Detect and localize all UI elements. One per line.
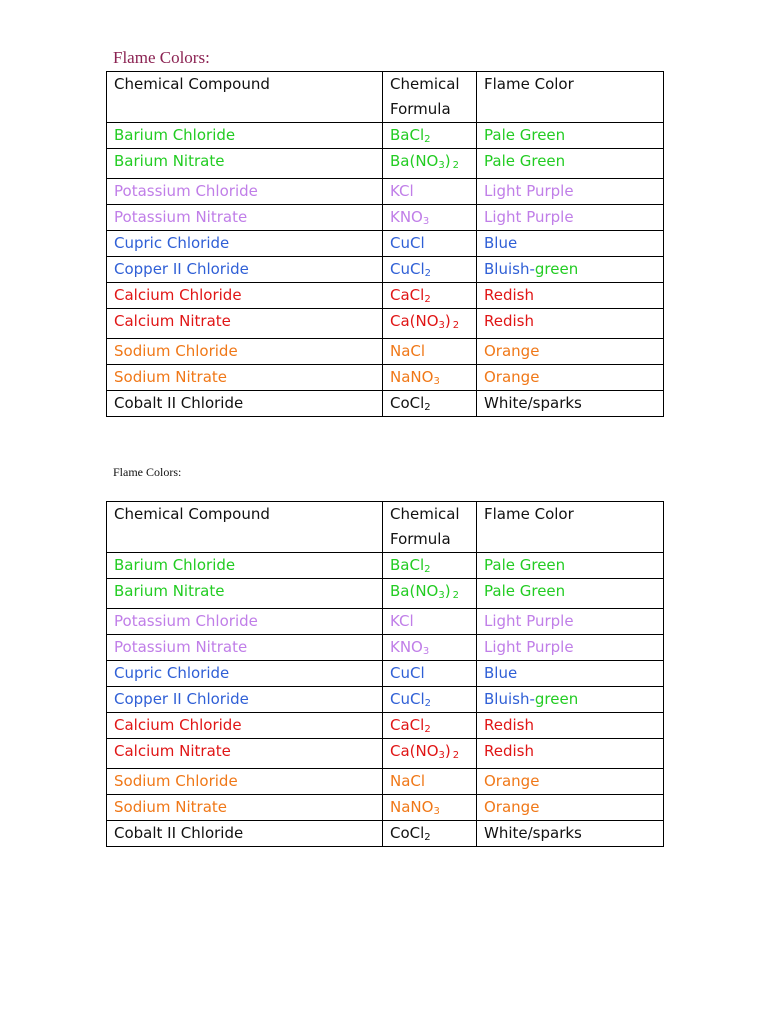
header-flame-color: Flame Color bbox=[477, 502, 664, 553]
table-row bbox=[107, 365, 664, 391]
formula-cell: CuCl$_2$ bbox=[383, 687, 477, 713]
formula-cell: CaCl$_2$ bbox=[383, 713, 477, 739]
compound-cell: Calcium Nitrate bbox=[107, 739, 383, 769]
compound-cell: Cupric Chloride bbox=[107, 231, 383, 257]
header-compound: Chemical Compound bbox=[107, 72, 383, 123]
header-flame-color: Flame Color bbox=[477, 72, 664, 123]
flame-color-cell: Orange bbox=[477, 795, 664, 821]
formula-cell: CoCl$_2$ bbox=[383, 821, 477, 847]
flame-color-cell: Light Purple bbox=[477, 635, 664, 661]
compound-cell: Copper II Chloride bbox=[107, 257, 383, 283]
formula-cell: $KNO_3$ bbox=[383, 205, 477, 231]
table-row bbox=[107, 205, 664, 231]
table-row bbox=[107, 795, 664, 821]
flame-color-cell: Redish bbox=[477, 739, 664, 769]
formula-cell: KCl bbox=[383, 609, 477, 635]
formula-cell: CoCl$_2$ bbox=[383, 391, 477, 417]
formula-cell: $Ca(NO_3)$ 2 bbox=[383, 309, 477, 339]
table-row bbox=[107, 309, 664, 339]
table-row bbox=[107, 687, 664, 713]
compound-cell: Potassium Chloride bbox=[107, 609, 383, 635]
formula-cell: BaCl$_2$ bbox=[383, 123, 477, 149]
flame-color-cell: Pale Green bbox=[477, 579, 664, 609]
compound-cell: Cobalt II Chloride bbox=[107, 821, 383, 847]
flame-color-cell: White/sparks bbox=[477, 391, 664, 417]
formula-cell: NaCl bbox=[383, 769, 477, 795]
formula-cell: KCl bbox=[383, 179, 477, 205]
formula-cell: $Ba(NO_3)$ 2 bbox=[383, 149, 477, 179]
compound-cell: Sodium Chloride bbox=[107, 339, 383, 365]
formula-cell: CuCl bbox=[383, 231, 477, 257]
table-row bbox=[107, 257, 664, 283]
flame-colors-table bbox=[106, 71, 664, 417]
table-row bbox=[107, 123, 664, 149]
table-row bbox=[107, 553, 664, 579]
compound-cell: Calcium Nitrate bbox=[107, 309, 383, 339]
flame-color-cell: Blue bbox=[477, 661, 664, 687]
compound-cell: Sodium Nitrate bbox=[107, 365, 383, 391]
table-row bbox=[107, 149, 664, 179]
compound-cell: Sodium Nitrate bbox=[107, 795, 383, 821]
flame-color-cell: Orange bbox=[477, 365, 664, 391]
formula-cell: NaCl bbox=[383, 339, 477, 365]
flame-color-cell: Light Purple bbox=[477, 179, 664, 205]
table-row bbox=[107, 179, 664, 205]
flame-color-cell: White/sparks bbox=[477, 821, 664, 847]
compound-cell: Cupric Chloride bbox=[107, 661, 383, 687]
header-formula: Chemical Formula bbox=[383, 72, 477, 123]
table-row bbox=[107, 231, 664, 257]
flame-color-cell: Light Purple bbox=[477, 609, 664, 635]
table-header-row bbox=[107, 72, 664, 123]
compound-cell: Barium Chloride bbox=[107, 553, 383, 579]
formula-cell: NaNO$_3$ bbox=[383, 795, 477, 821]
flame-color-cell: Redish bbox=[477, 713, 664, 739]
table-row bbox=[107, 739, 664, 769]
formula-cell: CaCl$_2$ bbox=[383, 283, 477, 309]
table-body bbox=[107, 553, 664, 847]
table-header-row bbox=[107, 502, 664, 553]
table-row bbox=[107, 661, 664, 687]
flame-color-cell: Light Purple bbox=[477, 205, 664, 231]
compound-cell: Calcium Chloride bbox=[107, 283, 383, 309]
flame-color-cell: Bluish-green bbox=[477, 257, 664, 283]
table-row bbox=[107, 635, 664, 661]
section-title: Flame Colors: bbox=[113, 465, 182, 479]
table-row bbox=[107, 769, 664, 795]
flame-color-cell: Orange bbox=[477, 769, 664, 795]
flame-color-cell: Orange bbox=[477, 339, 664, 365]
formula-cell: CuCl bbox=[383, 661, 477, 687]
table-row bbox=[107, 609, 664, 635]
table-row bbox=[107, 579, 664, 609]
flame-color-cell: Redish bbox=[477, 309, 664, 339]
flame-color-cell: Blue bbox=[477, 231, 664, 257]
table-body bbox=[107, 123, 664, 417]
compound-cell: Potassium Nitrate bbox=[107, 205, 383, 231]
compound-cell: Calcium Chloride bbox=[107, 713, 383, 739]
section-title: Flame Colors: bbox=[113, 48, 210, 67]
formula-cell: NaNO$_3$ bbox=[383, 365, 477, 391]
compound-cell: Cobalt II Chloride bbox=[107, 391, 383, 417]
flame-color-cell: Bluish-green bbox=[477, 687, 664, 713]
flame-color-cell: Redish bbox=[477, 283, 664, 309]
compound-cell: Barium Nitrate bbox=[107, 579, 383, 609]
table-row bbox=[107, 713, 664, 739]
formula-cell: $Ba(NO_3)$ 2 bbox=[383, 579, 477, 609]
flame-color-cell: Pale Green bbox=[477, 123, 664, 149]
flame-colors-table bbox=[106, 501, 664, 847]
table-row bbox=[107, 391, 664, 417]
formula-cell: $Ca(NO_3)$ 2 bbox=[383, 739, 477, 769]
table-row bbox=[107, 283, 664, 309]
compound-cell: Copper II Chloride bbox=[107, 687, 383, 713]
compound-cell: Sodium Chloride bbox=[107, 769, 383, 795]
formula-cell: BaCl$_2$ bbox=[383, 553, 477, 579]
formula-cell: $KNO_3$ bbox=[383, 635, 477, 661]
compound-cell: Potassium Chloride bbox=[107, 179, 383, 205]
flame-color-cell: Pale Green bbox=[477, 149, 664, 179]
table-row bbox=[107, 821, 664, 847]
formula-cell: CuCl$_2$ bbox=[383, 257, 477, 283]
table-row bbox=[107, 339, 664, 365]
header-compound: Chemical Compound bbox=[107, 502, 383, 553]
header-formula: Chemical Formula bbox=[383, 502, 477, 553]
compound-cell: Barium Chloride bbox=[107, 123, 383, 149]
compound-cell: Potassium Nitrate bbox=[107, 635, 383, 661]
compound-cell: Barium Nitrate bbox=[107, 149, 383, 179]
flame-color-cell: Pale Green bbox=[477, 553, 664, 579]
